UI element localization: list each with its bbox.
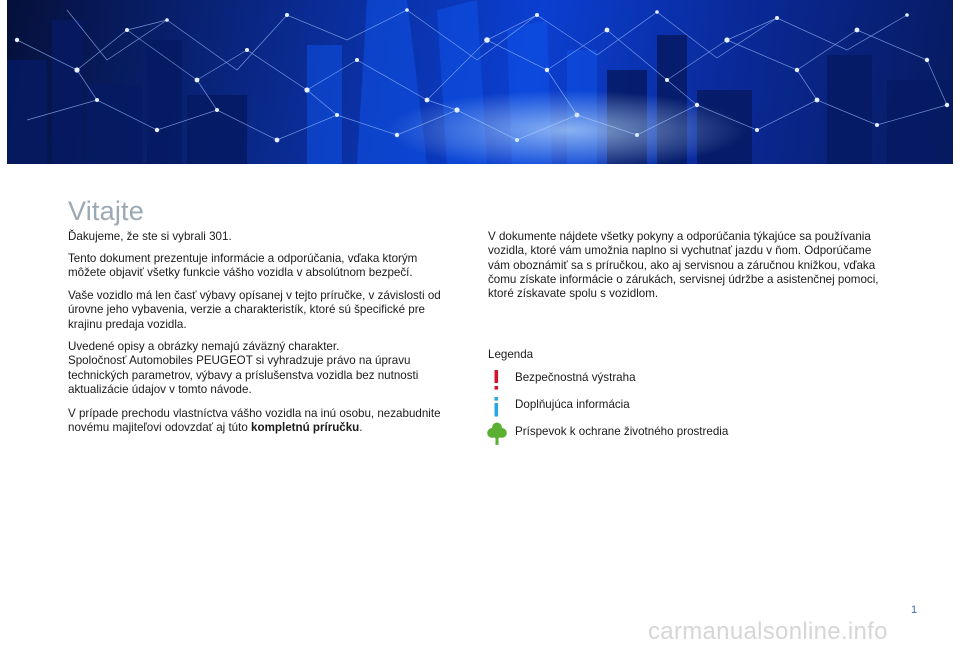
intro-disclaimer [68, 340, 458, 397]
paragraph-document: Tento dokument prezentuje informácie a odporúčania, vďaka ktorým môžete objaviť všetky funkcie vášho vozidla v absolútnom bezpečí. [68, 252, 418, 280]
paragraph-right: V dokumente nájdete všetky pokyny a odporúčania týkajúce sa používania vozidla, ktoré vám umožnia naplno si vychutnať jazdu v ňom. Odporúčame vám oboznámiť sa s príručkou, ako aj servisnou a záručnou knižkou, vďaka čomu získate informácie o zárukách, servisnej údržbe a asistenčnej pomoci, ktoré získavate spolu s vozidlom. [488, 230, 879, 301]
paragraph-thanks: Ďakujeme, že ste si vybrali 301. [68, 230, 232, 243]
intro-thanks [68, 230, 458, 244]
city-network-image [7, 0, 953, 164]
paragraph-equipment: Vaše vozidlo má len časť výbavy opísanej v tejto príručke, v závislosti od úrovne jeho vybavenia, verzie a charakteristík, ktoré sú špecifické pre krajinu predaja vozidla. [68, 289, 441, 331]
ownership-bold: kompletnú príručku [251, 421, 360, 435]
intro-ownership [68, 407, 460, 436]
watermark: carmanualsonline.info [648, 618, 888, 645]
paragraph-disclaimer-line1: Uvedené opisy a obrázky nemajú záväzný charakter. [68, 340, 340, 353]
page-number: 1 [911, 604, 918, 616]
paragraph-ownership [68, 407, 460, 436]
ownership-end: . [359, 421, 363, 435]
exclamation-icon [488, 369, 506, 391]
legend-label-warning: Bezpečnostná výstraha [515, 371, 636, 384]
paragraph-disclaimer-line2: Spoločnosť Automobiles PEUGEOT si vyhradzuje právo na úpravu technických parametrov, výbavy a príslušenstva vozidla bez nutnosti aktualizácie údajov v tomto návode. [68, 354, 419, 396]
legend-label-environment: Príspevok k ochrane životného prostredia [515, 425, 729, 438]
page-title: Vitajte [68, 196, 144, 226]
legend-title: Legenda [488, 348, 534, 361]
legend-item-environment [488, 423, 788, 445]
ownership-text: V prípade prechodu vlastníctva vášho vozidla na inú osobu, nezabudnite novému majiteľovi odovzdať aj túto [68, 407, 441, 435]
right-intro [488, 230, 888, 301]
intro-document [68, 252, 458, 281]
tree-icon [487, 422, 507, 446]
legend-item-warning [488, 369, 788, 391]
info-icon [488, 396, 506, 418]
intro-equipment [68, 289, 458, 332]
legend-item-info [488, 396, 788, 418]
header-banner-image [7, 0, 953, 164]
legend-label-info: Doplňujúca informácia [515, 398, 630, 411]
